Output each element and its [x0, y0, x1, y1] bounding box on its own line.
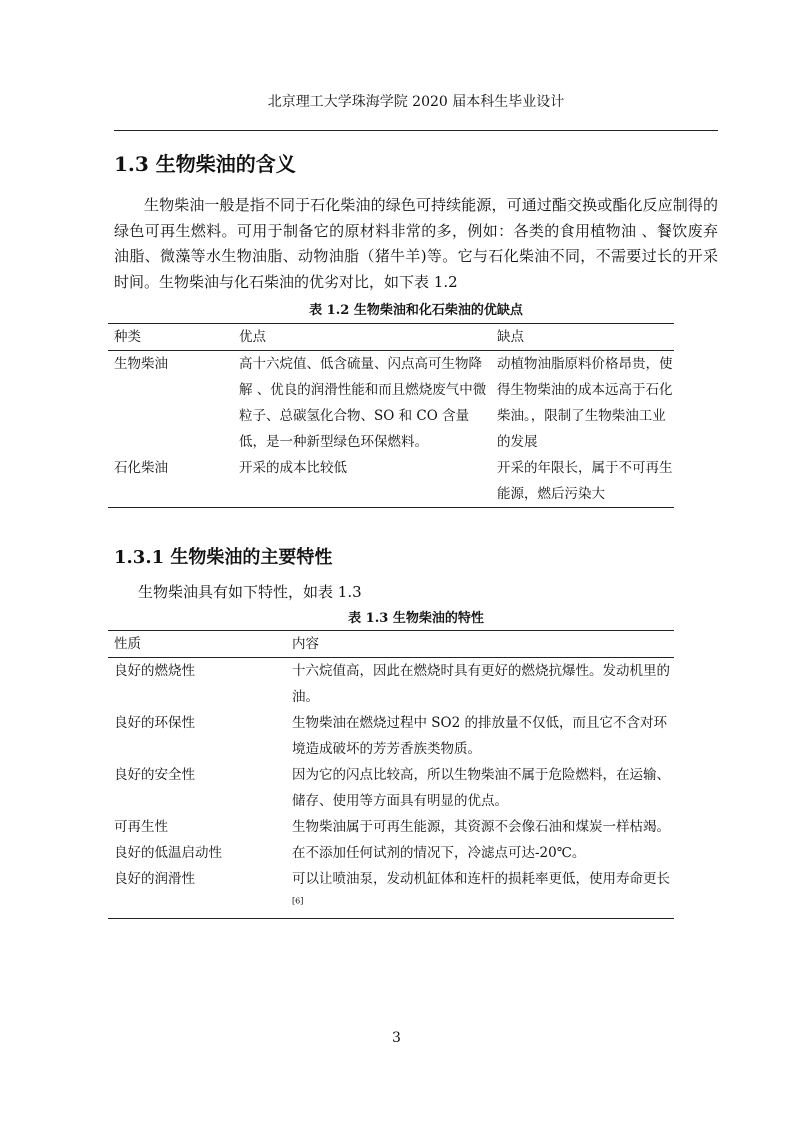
subsection-intro: 生物柴油具有如下特性，如表 1.3	[138, 583, 362, 601]
cell-property: 可再生性	[114, 819, 168, 835]
cell-property: 良好的润滑性	[114, 871, 195, 887]
table-1-3	[108, 630, 674, 919]
cell-property: 良好的燃烧性	[114, 663, 195, 679]
citation-ref: [6]	[292, 896, 304, 906]
table-header-row	[108, 631, 674, 658]
cell-type: 生物柴油	[114, 356, 168, 372]
running-header: 北京理工大学珠海学院 2020 届本科生毕业设计	[267, 94, 565, 110]
table-row	[108, 455, 674, 508]
cell-property: 良好的低温启动性	[114, 845, 222, 861]
table-1-3-caption: 表 1.3 生物柴油的特性	[348, 611, 484, 626]
cell-pros: 高十六烷值、低含硫量、闪点高可生物降解 、优良的润滑性能和而且燃烧废气中微粒子、总碳氢化合物、SO 和 CO 含量低，是一种新型绿色环保燃料。	[239, 356, 487, 450]
header-type: 种类	[114, 329, 141, 345]
table-header-row	[108, 324, 674, 351]
table-1-2-caption: 表 1.2 生物柴油和化石柴油的优缺点	[309, 303, 523, 318]
table-row	[108, 658, 674, 711]
table-row	[108, 351, 674, 456]
cell-content: 生物柴油属于可再生能源，其资源不会像石油和煤炭一样枯竭。	[292, 819, 670, 835]
header-property: 性质	[114, 636, 141, 652]
cell-content: 十六烷值高，因此在燃烧时具有更好的燃烧抗爆性。发动机里的油。	[292, 663, 670, 705]
table-row	[108, 814, 674, 840]
table-row	[108, 866, 674, 919]
cell-property: 良好的安全性	[114, 767, 195, 783]
section-heading: 1.3 生物柴油的含义	[114, 152, 296, 176]
cell-pros: 开采的成本比较低	[239, 460, 347, 476]
table-row	[108, 840, 674, 866]
cell-type: 石化柴油	[114, 460, 168, 476]
header-pros: 优点	[239, 329, 266, 345]
cell-content	[286, 866, 674, 919]
header-content: 内容	[292, 636, 319, 652]
page-number: 3	[392, 1030, 401, 1046]
table-1-2	[108, 323, 674, 508]
cell-cons: 动植物油脂原料价格昂贵，使得生物柴油的成本远高于石化柴油。，限制了生物柴油工业的发展	[497, 356, 673, 450]
cell-content-text: 可以让喷油泵，发动机缸体和连杆的损耗率更低，使用寿命更长	[292, 871, 670, 887]
section-paragraph: 生物柴油一般是指不同于石化柴油的绿色可持续能源，可通过酯交换或酯化反应制得的绿色可再生燃料。可用于制备它的原材料非常的多，例如：各类的食用植物油 、餐饮废弃油脂、微藻等水生物油脂、动物油脂（猪牛羊)等。它与石化柴油不同，不需要过长的开采时间。生物柴油与化石柴油的优劣对比，如下表 1.2	[114, 196, 718, 291]
header-rule	[114, 130, 718, 131]
cell-property: 良好的环保性	[114, 715, 195, 731]
table-row	[108, 762, 674, 814]
table-row	[108, 710, 674, 762]
cell-content: 在不添加任何试剂的情况下，冷滤点可达-20℃。	[292, 845, 586, 861]
cell-cons: 开采的年限长，属于不可再生能源，燃后污染大	[497, 460, 673, 502]
header-cons: 缺点	[497, 329, 524, 345]
cell-content: 生物柴油在燃烧过程中 SO2 的排放量不仅低，而且它不含对环境造成破坏的芳芳香族类物质。	[292, 715, 667, 757]
subsection-heading: 1.3.1 生物柴油的主要特性	[114, 547, 333, 568]
cell-content: 因为它的闪点比较高，所以生物柴油不属于危险燃料，在运输、储存、使用等方面具有明显的优点。	[292, 767, 670, 809]
